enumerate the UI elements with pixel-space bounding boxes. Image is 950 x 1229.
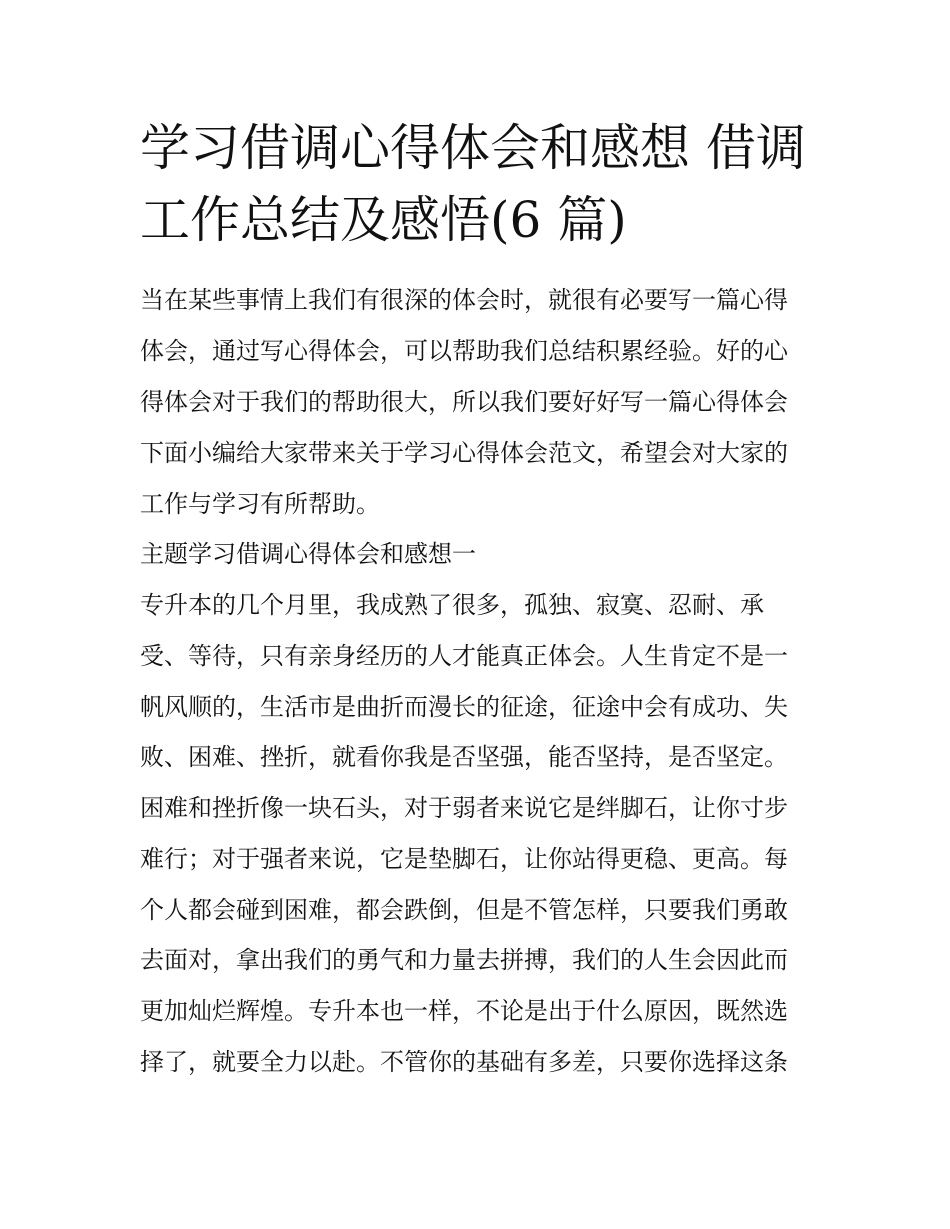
section-heading: 主题学习借调心得体会和感想一: [140, 540, 476, 568]
body-line-4: 败、困难、挫折，就看你我是否坚强，能否坚持，是否坚定。: [140, 743, 788, 771]
body-line-10: 择了，就要全力以赴。不管你的基础有多差，只要你选择这条: [140, 1048, 788, 1076]
body-line-1: 专升本的几个月里，我成熟了很多，孤独、寂寞、忍耐、承: [140, 591, 764, 619]
body-line-3: 帆风顺的，生活市是曲折而漫长的征途，征途中会有成功、失: [140, 693, 788, 721]
body-line-7: 个人都会碰到困难，都会跌倒，但是不管怎样，只要我们勇敢: [140, 896, 788, 924]
intro-line-2: 体会，通过写心得体会，可以帮助我们总结积累经验。好的心: [140, 337, 788, 365]
intro-line-1: 当在某些事情上我们有很深的体会时，就很有必要写一篇心得: [140, 286, 788, 314]
body-line-9: 更加灿烂辉煌。专升本也一样，不论是出于什么原因，既然选: [140, 997, 788, 1025]
title-line-2: 工作总结及感悟(6 篇): [140, 191, 627, 249]
body-line-8: 去面对，拿出我们的勇气和力量去拼搏，我们的人生会因此而: [140, 946, 788, 974]
intro-line-5: 工作与学习有所帮助。: [140, 490, 380, 518]
document-title: [140, 112, 840, 256]
body-line-2: 受、等待，只有亲身经历的人才能真正体会。人生肯定不是一: [140, 642, 788, 670]
intro-line-3: 得体会对于我们的帮助很大，所以我们要好好写一篇心得体会: [140, 388, 788, 416]
body-line-5: 困难和挫折像一块石头，对于弱者来说它是绊脚石，让你寸步: [140, 794, 788, 822]
intro-line-4: 下面小编给大家带来关于学习心得体会范文，希望会对大家的: [140, 439, 788, 467]
title-line-1: 学习借调心得体会和感想 借调: [140, 119, 806, 177]
body-line-6: 难行；对于强者来说，它是垫脚石，让你站得更稳、更高。每: [140, 845, 788, 873]
